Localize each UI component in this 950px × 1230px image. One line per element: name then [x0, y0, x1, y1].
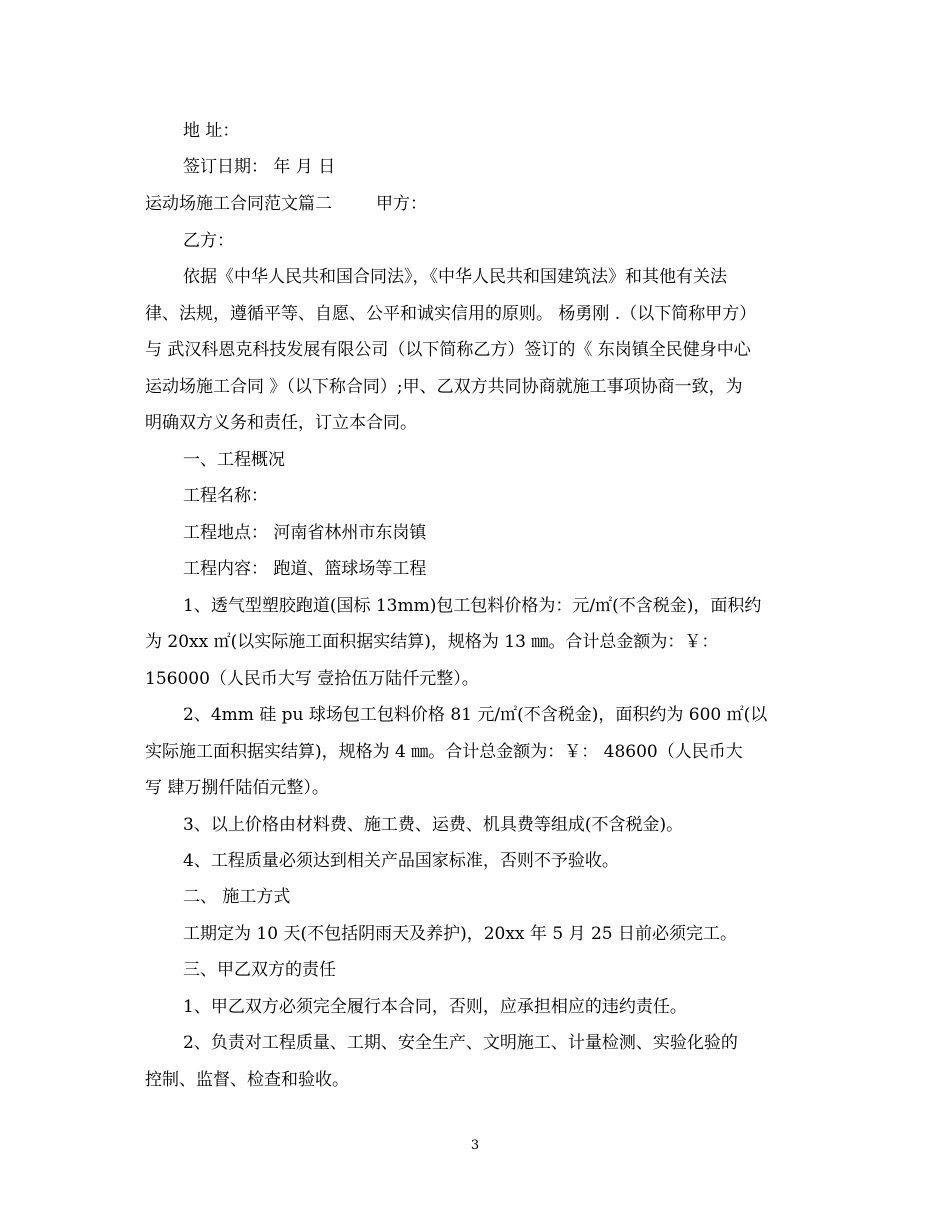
responsibility-1-line: 1、甲乙双方必须完全履行本合同，否则，应承担相应的违约责任。	[183, 997, 687, 1017]
item-1-line: 156000（人民币大写 壹拾伍万陆仟元整）。	[145, 669, 479, 689]
item-2-line: 写 肆万捌仟陆佰元整）。	[145, 778, 329, 798]
item-4-line: 4、工程质量必须达到相关产品国家标准，否则不予验收。	[183, 851, 619, 871]
item-1-line: 1、透气型塑胶跑道(国标 13mm)包工包料价格为：元/㎡(不含税金)，面积约	[183, 596, 762, 616]
section-title: 运动场施工合同范文篇二	[145, 194, 332, 214]
item-2-line: 2、4mm 硅 pu 球场包工包料价格 81 元/㎡(不含税金)，面积约为 600 ㎡(以	[183, 705, 768, 725]
heading-responsibilities: 三、甲乙双方的责任	[183, 960, 336, 980]
project-content-line: 工程内容： 跑道、篮球场等工程	[183, 559, 427, 579]
paragraph-line: 与 武汉科恩克科技发展有限公司（以下简称乙方）签订的《 东岗镇全民健身中心	[145, 340, 751, 360]
heading-construction-method: 二、 施工方式	[183, 887, 291, 907]
heading-project-overview: 一、工程概况	[183, 450, 285, 470]
responsibility-2-line: 控制、监督、检查和验收。	[145, 1070, 349, 1090]
party-b-line: 乙方：	[183, 231, 234, 251]
paragraph-line: 明确双方义务和责任，订立本合同。	[145, 413, 417, 433]
item-2-line: 实际施工面积据实结算)，规格为 4 ㎜。合计总金额为：￥： 48600（人民币大	[145, 742, 743, 762]
project-name-line: 工程名称：	[183, 486, 268, 506]
paragraph-line: 依据《中华人民共和国合同法》，《中华人民共和国建筑法》和其他有关法	[183, 267, 727, 287]
construction-period-line: 工期定为 10 天(不包括阴雨天及养护)，20xx 年 5 月 25 日前必须完工。	[183, 924, 737, 944]
address-line: 地 址：	[183, 121, 240, 141]
paragraph-line: 运动场施工合同 》（以下称合同）;甲、乙双方共同协商就施工事项协商一致，为	[145, 377, 743, 397]
signing-date-line: 签订日期： 年 月 日	[183, 157, 336, 177]
party-a-label: 甲方：	[376, 194, 427, 214]
item-3-line: 3、以上价格由材料费、施工费、运费、机具费等组成(不含税金)。	[183, 815, 684, 835]
project-location-line: 工程地点： 河南省林州市东岗镇	[183, 523, 427, 543]
responsibility-2-line: 2、负责对工程质量、工期、安全生产、文明施工、计量检测、实验化验的	[183, 1033, 738, 1053]
page-number: 3	[470, 1138, 480, 1153]
section-title-line	[145, 193, 427, 215]
paragraph-line: 律、法规，遵循平等、自愿、公平和诚实信用的原则。 杨勇刚 .（以下简称甲方）	[145, 304, 757, 324]
item-1-line: 为 20xx ㎡(以实际施工面积据实结算)，规格为 13 ㎜。合计总金额为：￥：	[145, 632, 719, 652]
